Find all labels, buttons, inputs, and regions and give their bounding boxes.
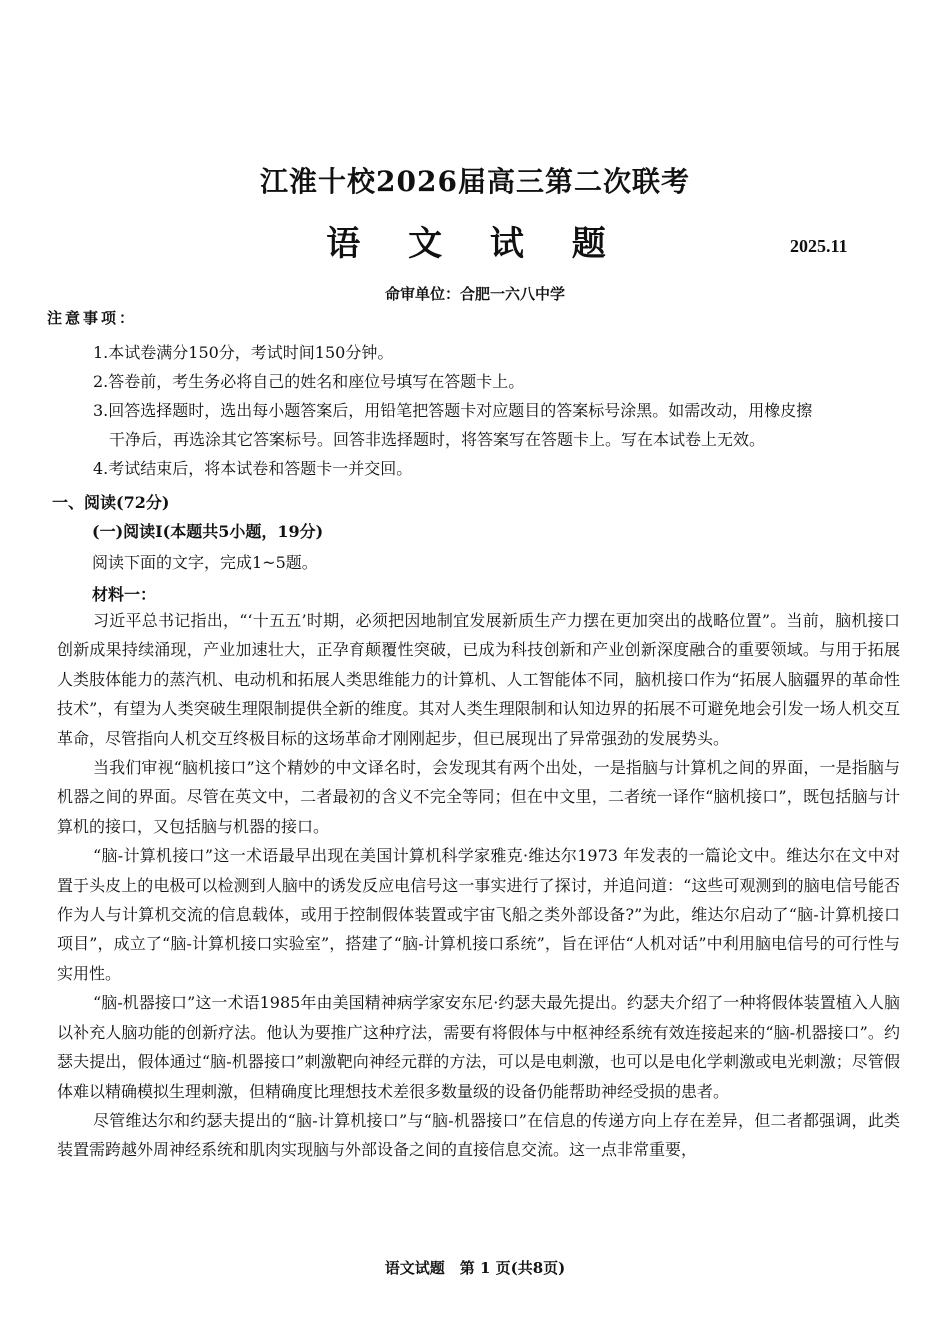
- reading-passage: [57, 606, 900, 1165]
- passage-paragraph: 尽管维达尔和约瑟夫提出的“脑-计算机接口”与“脑-机器接口”在信息的传递方向上存在差异，但二者都强调，此类装置需跨越外周神经系统和肌肉实现脑与外部设备之间的直接信息交流。这一点非常重要，: [57, 1110, 900, 1160]
- note-item: 2.答卷前，考生务必将自己的姓名和座位号填写在答题卡上。: [93, 372, 525, 391]
- passage-paragraph: “脑-机器接口”这一术语1985年由美国精神病学家安东尼·约瑟夫最先提出。约瑟夫介绍了一种将假体装置植入人脑以补充人脑功能的创新疗法。他认为要推广这种疗法，需要有将假体与中枢神经系统有效连接起来的“脑-机器接口”。约瑟夫提出，假体通过“脑-机器接口”刺激靶向神经元群的方法，可以是电刺激，也可以是电化学刺激或电光刺激；尽管假体难以精确模拟生理刺激，但精确度比理想技术差很多数量级的设备仍能帮助神经受损的患者。: [57, 993, 900, 1101]
- material-heading: 材料一：: [92, 585, 157, 604]
- subject-title: 语 文 试 题: [326, 224, 624, 264]
- passage-paragraph: 习近平总书记指出，“‘十五五’时期，必须把因地制宜发展新质生产力摆在更加突出的战略位置”。当前，脑机接口创新成果持续涌现，产业加速壮大，正孕育颠覆性突破，已成为科技创新和产业创新深度融合的重要领域。与用于拓展人类肢体能力的蒸汽机、电动机和拓展人类思维能力的计算机、人工智能体不同，脑机接口作为“拓展人脑疆界的革命性技术”，有望为人类突破生理限制提供全新的维度。其对人类生理限制和认知边界的拓展不可避免地会引发一场人机交互革命，尽管指向人机交互终极目标的这场革命才刚刚起步，但已展现出了异常强劲的发展势头。: [57, 611, 900, 748]
- subsection-heading: (一)阅读Ⅰ(本题共5小题，19分): [92, 522, 324, 541]
- section-heading: 一、阅读(72分): [52, 493, 170, 512]
- reading-instruction: 阅读下面的文字，完成1~5题。: [92, 553, 318, 572]
- exam-organizer: 命审单位：合肥一六八中学: [384, 285, 565, 303]
- page-footer: 语文试题 第 1 页(共8页): [384, 1259, 566, 1277]
- passage-paragraph: 当我们审视“脑机接口”这个精妙的中文译名时，会发现其有两个出处，一是指脑与计算机之间的界面，一是指脑与机器之间的界面。尽管在英文中，二者最初的含义不完全等同；但在中文里，二者统一译作“脑机接口”，既包括脑与计算机的接口，又包括脑与机器的接口。: [57, 758, 900, 836]
- note-item: 3.回答选择题时，选出每小题答案后，用铅笔把答题卡对应题目的答案标号涂黑。如需改动，用橡皮擦: [93, 401, 813, 420]
- exam-title: 江淮十校2026届高三第二次联考: [260, 165, 690, 198]
- note-item-continued: 干净后，再选涂其它答案标号。回答非选择题时，将答案写在答题卡上。写在本试卷上无效。: [109, 430, 766, 449]
- notes-heading: 注意事项：: [47, 309, 138, 327]
- notes-list: [93, 338, 903, 483]
- passage-paragraph: “脑-计算机接口”这一术语最早出现在美国计算机科学家雅克·维达尔1973 年发表的一篇论文中。维达尔在文中对置于头皮上的电极可以检测到人脑中的诱发反应电信号这一事实进行了探讨，并追问道：“这些可观测到的脑电信号能否作为人与计算机交流的信息载体，或用于控制假体装置或宇宙飞船之类外部设备?”为此，维达尔启动了“脑-计算机接口项目”，成立了“脑-计算机接口实验室”，搭建了“脑-计算机接口系统”，旨在评估“人机对话”中利用脑电信号的可行性与实用性。: [57, 846, 900, 983]
- exam-date: 2025.11: [790, 236, 848, 256]
- note-item: 1.本试卷满分150分，考试时间150分钟。: [93, 343, 394, 362]
- note-item: 4.考试结束后，将本试卷和答题卡一并交回。: [93, 459, 413, 478]
